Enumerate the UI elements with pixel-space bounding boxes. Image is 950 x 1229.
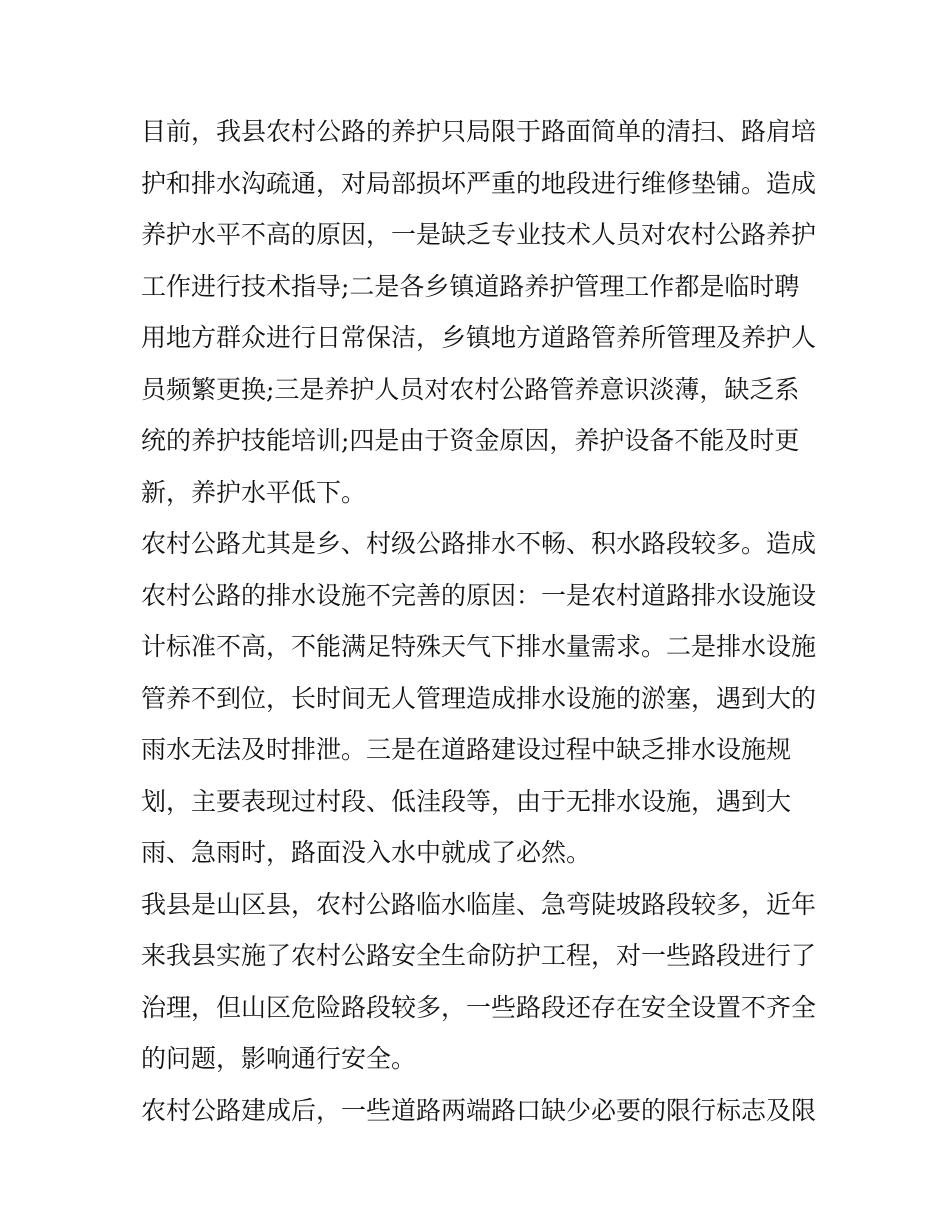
text-line: 用地方群众进行日常保洁，乡镇地方道路管养所管理及养护人 (141, 323, 817, 352)
paragraph-maintenance (141, 106, 817, 518)
text-line: 员频繁更换;三是养护人员对农村公路管养意识淡薄，缺乏系 (141, 374, 800, 404)
paragraph-safety (141, 879, 817, 1085)
text-line: 统的养护技能培训;四是由于资金原因，养护设备不能及时更 (141, 426, 800, 455)
text-line: 工作进行技术指导;二是各乡镇道路养护管理工作都是临时聘 (141, 271, 800, 301)
paragraph-signage (141, 1085, 817, 1137)
text-line: 雨、急雨时，路面没入水中就成了必然。 (141, 838, 592, 867)
text-line: 农村公路尤其是乡、村级公路排水不畅、积水路段较多。造成 (141, 529, 817, 558)
text-line: 的问题，影响通行安全。 (141, 1044, 417, 1073)
text-line: 管养不到位，长时间无人管理造成排水设施的淤塞，遇到大的 (141, 683, 817, 713)
text-line: 划，主要表现过村段、低洼段等，由于无排水设施，遇到大 (141, 786, 792, 816)
text-line: 我县是山区县，农村公路临水临崖、急弯陡坡路段较多，近年 (141, 889, 817, 919)
text-line: 治理，但山区危险路段较多，一些路段还存在安全设置不齐全 (141, 992, 817, 1022)
text-line: 新，养护水平低下。 (141, 477, 367, 507)
text-line: 农村公路的排水设施不完善的原因：一是农村道路排水设施设 (141, 580, 817, 610)
text-line: 计标准不高，不能满足特殊天气下排水量需求。二是排水设施 (141, 632, 817, 661)
text-line: 目前，我县农村公路的养护只局限于路面简单的清扫、路肩培 (141, 117, 817, 146)
text-line: 来我县实施了农村公路安全生命防护工程，对一些路段进行了 (141, 941, 817, 970)
text-line: 农村公路建成后，一些道路两端路口缺少必要的限行标志及限 (141, 1095, 817, 1125)
text-line: 养护水平不高的原因，一是缺乏专业技术人员对农村公路养护 (141, 220, 817, 249)
paragraph-drainage (141, 518, 817, 879)
text-line: 护和排水沟疏通，对局部损坏严重的地段进行维修垫铺。造成 (141, 168, 817, 198)
text-line: 雨水无法及时排泄。三是在道路建设过程中缺乏排水设施规 (141, 735, 792, 764)
document-body (141, 106, 817, 1136)
